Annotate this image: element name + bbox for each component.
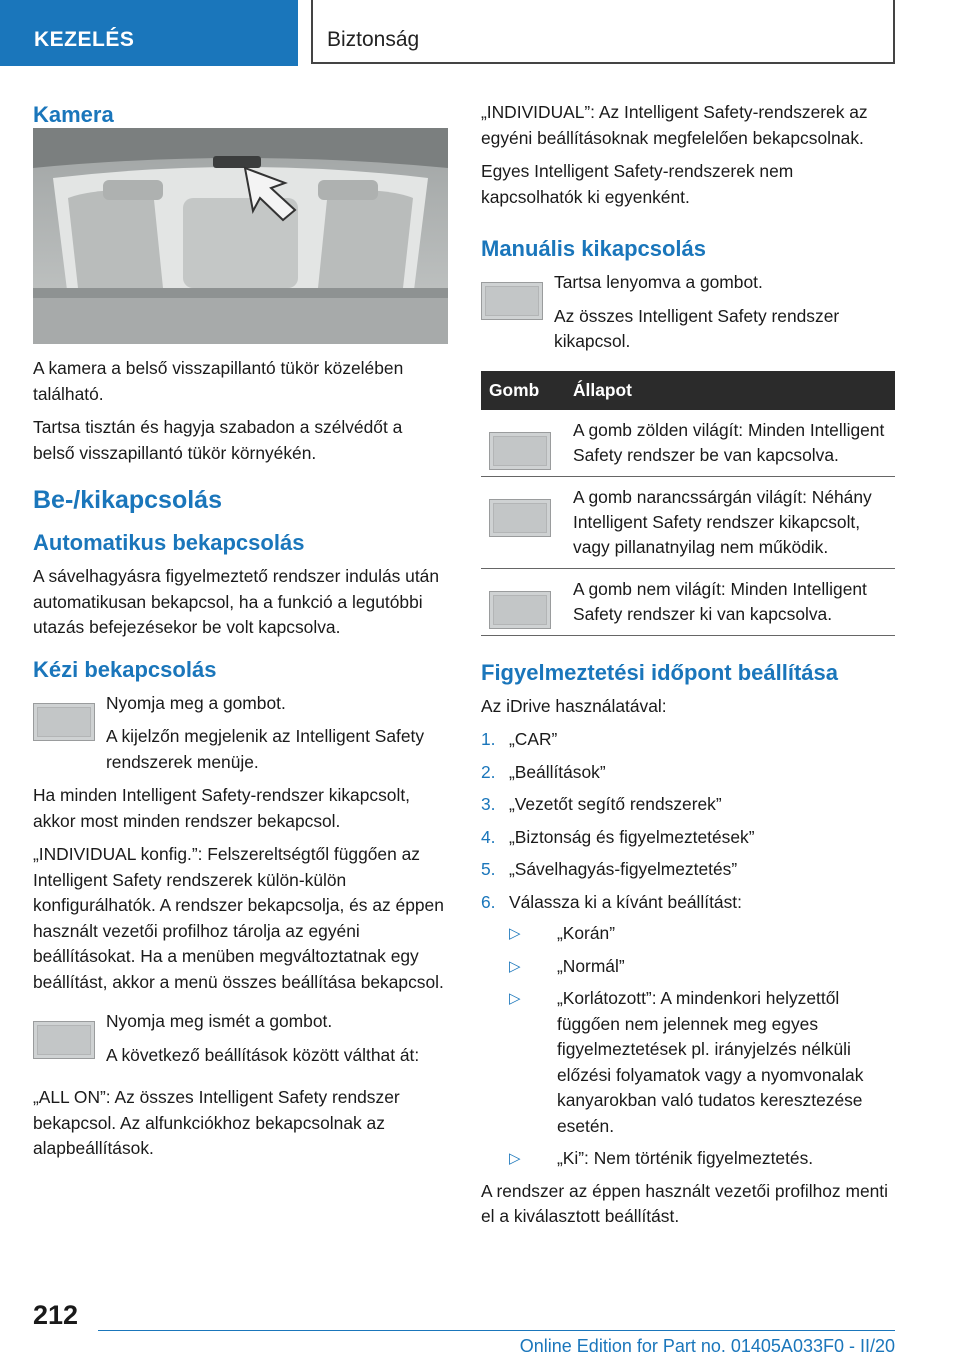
- heading-manual: Manuális kikapcsolás: [481, 236, 706, 261]
- status-green: A gomb zölden világít: Minden Intelligent Safety rendszer be van kapcsolva.: [565, 410, 895, 477]
- table-row: [481, 568, 895, 635]
- button-instruction-manual: [481, 270, 895, 355]
- idrive-intro: Az iDrive használatával:: [481, 695, 667, 716]
- kamera-location-text: A kamera a belső visszapillantó tükör közelében található.: [33, 358, 404, 404]
- heading-kamera: Kamera: [33, 102, 114, 127]
- button-green-icon: [489, 432, 551, 470]
- list-item: 2. „Beállítások”: [481, 761, 606, 782]
- triangle-icon: ▷: [509, 990, 521, 1007]
- button-off-icon: [489, 591, 551, 629]
- safety-button-icon: [33, 1021, 95, 1059]
- list-item: 6. Válassza ki a kívánt beállítást: ▷ „Korán” ▷ „Normál” ▷ „Korlátozott”: A mindenkori helyzettől függően nem jelennek meg egyes figyelmeztetések pl. irányjelzés nélküli előzési folyamatok vagy a nyomvonalak kanyarokban való tudatos keresztezése esetén. ▷ „Ki”: Nem történik figyelmeztetés.: [481, 890, 895, 1172]
- heading-warning-time: Figyelmeztetési időpont beállítása: [481, 659, 838, 685]
- kamera-clean-text: Tartsa tisztán és hagyja szabadon a szélvédőt a belső visszapillantó tükör környékén.: [33, 417, 403, 463]
- list-item: 5. „Sávelhagyás-figyelmeztetés”: [481, 859, 738, 879]
- list-item: 3. „Vezetőt segítő rendszerek”: [481, 794, 722, 814]
- list-item: 1. „CAR”: [481, 729, 558, 749]
- options-list: [509, 921, 895, 1172]
- status-table: [481, 371, 895, 636]
- triangle-icon: ▷: [509, 925, 521, 942]
- table-row: [481, 410, 895, 477]
- edition-text: Online Edition for Part no. 01405A033F0 - II/20: [519, 1336, 895, 1356]
- right-column: [481, 100, 895, 1238]
- heading-bekikapcsolas: Be-/kikapcsolás: [33, 486, 222, 514]
- table-row: [481, 476, 895, 568]
- page-header: [0, 0, 960, 66]
- status-off: A gomb nem világít: Minden Intelligent Safety rendszer ki van kapcsolva.: [565, 568, 895, 635]
- manual-line2: Az összes Intelligent Safety rendszer kikapcsol.: [554, 305, 840, 351]
- triangle-icon: ▷: [509, 957, 521, 975]
- button-instruction-1: [33, 691, 448, 776]
- subsection-box: [311, 0, 895, 64]
- list-item: ▷ „Normál”: [509, 954, 895, 980]
- button-orange-icon: [489, 499, 551, 537]
- steps-list: [481, 727, 895, 1172]
- col-allapot: Állapot: [565, 371, 895, 410]
- page-number: 212: [33, 1300, 79, 1330]
- not-individually-text: Egyes Intelligent Safety-rendszerek nem kapcsolhatók ki egyenként.: [481, 161, 794, 207]
- section-title: KEZELÉS: [34, 28, 135, 51]
- btn1-line1: Nyomja meg a gombot.: [106, 692, 286, 713]
- triangle-icon: ▷: [509, 1150, 521, 1167]
- list-item: 4. „Biztonság és figyelmeztetések”: [481, 826, 755, 847]
- heading-kezi: Kézi bekapcsolás: [33, 656, 217, 682]
- individual-text: „INDIVIDUAL”: Az Intelligent Safety-rendszerek az egyéni beállításoknak megfelelően bekapcsolnak.: [481, 102, 868, 148]
- btn1-line2-start: A kijelzőn megjelenik az Intelligent Safety rendszerek menüje.: [106, 726, 425, 772]
- subsection-title: Biztonság: [327, 28, 420, 51]
- safety-button-icon: [481, 282, 543, 320]
- list-item: ▷ „Korán”: [509, 921, 895, 947]
- button-instruction-2: [33, 1009, 448, 1085]
- manual-line1: Tartsa lenyomva a gombot.: [554, 272, 763, 292]
- auto-text: A sávelhagyásra figyelmeztető rendszer indulás után automatikusan bekapcsol, ha a funkció a legutóbbi utazás befejezésekor be volt kapcsolva.: [33, 566, 440, 637]
- left-column: [33, 100, 448, 1170]
- camera-photo: [33, 128, 448, 344]
- footer-divider: [98, 1330, 895, 1331]
- individual-config-text: „INDIVIDUAL konfig.”: Felszereltségtől függően az Intelligent Safety rendszerek külön-külön konfigurálhatók. A rendszer bekapcsolja, és az éppen használt vezetői profilhoz tárolja az egyéni beállításokat. Ha a menüben megváltoztatnak egy beállítást, akkor a menü összes beállítása bekapcsol.: [33, 844, 444, 992]
- btn2-line2: A következő beállítások között válthat át:: [106, 1044, 420, 1065]
- heading-auto: Automatikus bekapcsolás: [33, 530, 305, 555]
- outro-text: A rendszer az éppen használt vezetői profilhoz menti el a kiválasztott beállítást.: [481, 1180, 888, 1226]
- safety-button-icon: [33, 703, 95, 741]
- btn2-line1: Nyomja meg ismét a gombot.: [106, 1011, 333, 1031]
- status-orange: A gomb narancssárgán világít: Néhány Intelligent Safety rendszer kikapcsolt, vagy pillanatnyilag nem működik.: [565, 476, 895, 568]
- all-off-text: Ha minden Intelligent Safety-rendszer kikapcsolt, akkor most minden rendszer bekapcsol.: [33, 785, 410, 831]
- list-item: ▷ „Ki”: Nem történik figyelmeztetés.: [509, 1146, 895, 1172]
- col-gomb: Gomb: [481, 371, 565, 410]
- table-header: [481, 371, 895, 410]
- all-on-text: „ALL ON”: Az összes Intelligent Safety rendszer bekapcsol. Az alfunkciókhoz bekapcsolnak az alapbeállítások.: [33, 1087, 400, 1158]
- list-item: ▷ „Korlátozott”: A mindenkori helyzettől függően nem jelennek meg egyes figyelmeztetések pl. irányjelzés nélküli előzési folyamatok vagy a nyomvonalak kanyarokban való tudatos keresztezése esetén.: [509, 988, 864, 1136]
- section-tab: [0, 0, 298, 66]
